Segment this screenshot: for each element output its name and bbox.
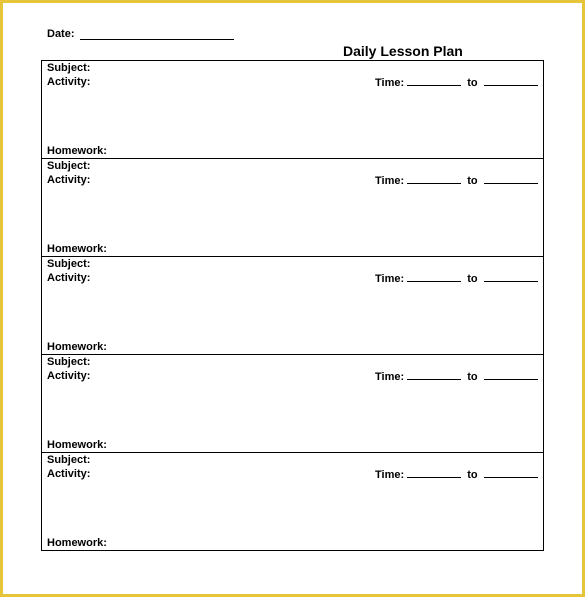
time-row (375, 272, 538, 285)
end-time-field[interactable] (484, 174, 538, 184)
lesson-section (42, 354, 543, 452)
activity-label: Activity: (47, 174, 91, 186)
to-label: to (467, 77, 478, 89)
start-time-field[interactable] (407, 76, 461, 86)
homework-label: Homework: (47, 243, 107, 255)
time-row (375, 76, 538, 89)
homework-label: Homework: (47, 145, 107, 157)
activity-label: Activity: (47, 370, 91, 382)
time-label: Time: (375, 273, 405, 285)
lesson-section (42, 158, 543, 256)
start-time-field[interactable] (407, 174, 461, 184)
start-time-field[interactable] (407, 272, 461, 282)
subject-label: Subject: (47, 356, 91, 368)
subject-label: Subject: (47, 62, 91, 74)
date-label: Date: (47, 28, 75, 40)
subject-label: Subject: (47, 258, 91, 270)
time-label: Time: (375, 175, 405, 187)
lesson-section (42, 452, 543, 550)
time-row (375, 174, 538, 187)
activity-label: Activity: (47, 272, 91, 284)
activity-label: Activity: (47, 76, 91, 88)
lesson-section (42, 61, 543, 159)
start-time-field[interactable] (407, 468, 461, 478)
date-field[interactable] (80, 39, 234, 40)
lesson-table (41, 60, 544, 551)
time-label: Time: (375, 371, 405, 383)
to-label: to (467, 469, 478, 481)
to-label: to (467, 273, 478, 285)
to-label: to (467, 371, 478, 383)
subject-label: Subject: (47, 454, 91, 466)
time-label: Time: (375, 469, 405, 481)
activity-label: Activity: (47, 468, 91, 480)
time-row (375, 370, 538, 383)
time-label: Time: (375, 77, 405, 89)
start-time-field[interactable] (407, 370, 461, 380)
lesson-section (42, 256, 543, 354)
homework-label: Homework: (47, 341, 107, 353)
page-title: Daily Lesson Plan (343, 43, 463, 59)
end-time-field[interactable] (484, 272, 538, 282)
time-row (375, 468, 538, 481)
subject-label: Subject: (47, 160, 91, 172)
homework-label: Homework: (47, 537, 107, 549)
end-time-field[interactable] (484, 468, 538, 478)
homework-label: Homework: (47, 439, 107, 451)
end-time-field[interactable] (484, 370, 538, 380)
to-label: to (467, 175, 478, 187)
end-time-field[interactable] (484, 76, 538, 86)
